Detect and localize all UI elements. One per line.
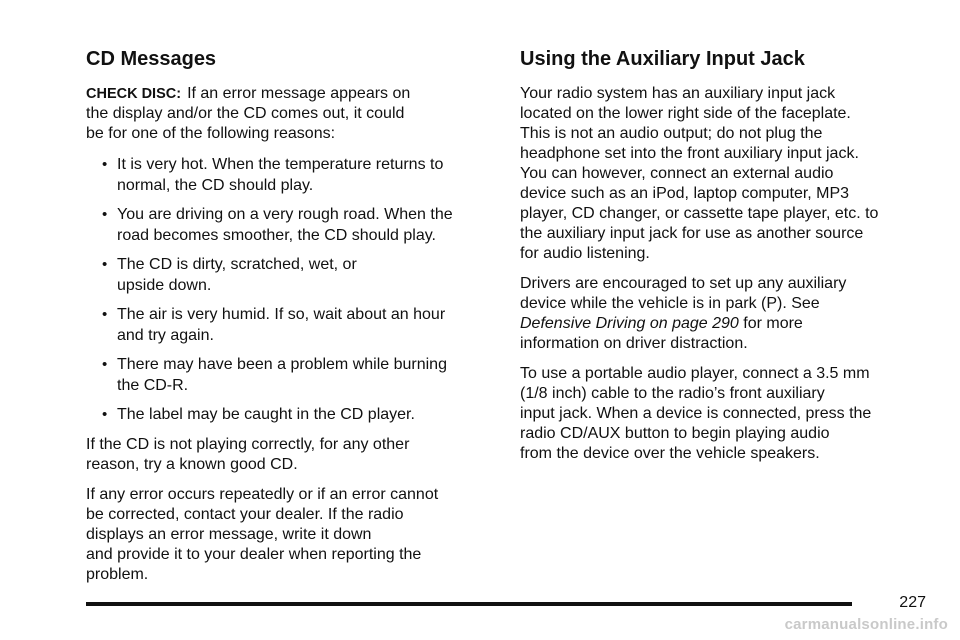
list-item bbox=[86, 154, 498, 196]
check-disc-label: CHECK DISC: bbox=[86, 86, 182, 102]
driver-distraction-text: Drivers are encouraged to set up any auxiliary device while the vehicle is in park (P). See bbox=[520, 275, 847, 312]
defensive-driving-link[interactable]: Defensive Driving on page 290 bbox=[520, 315, 739, 332]
list-item bbox=[86, 404, 498, 425]
section-heading-cd-messages: CD Messages bbox=[86, 48, 217, 70]
contact-dealer-paragraph: If any error occurs repeatedly or if an error cannot be corrected, contact your dealer. If the radio displays an error message, write it down and provide it to your dealer when reporting the problem. bbox=[86, 486, 439, 583]
list-item bbox=[86, 254, 498, 296]
list-item-text: It is very hot. When the temperature returns to normal, the CD should play. bbox=[117, 156, 444, 194]
list-item bbox=[86, 354, 498, 396]
bullet-icon: • bbox=[102, 406, 108, 423]
reasons-list bbox=[86, 154, 498, 425]
list-item bbox=[86, 304, 498, 346]
list-item bbox=[86, 204, 498, 246]
bullet-icon: • bbox=[102, 256, 108, 273]
watermark: carmanualsonline.info bbox=[784, 616, 948, 633]
aux-jack-paragraph: Your radio system has an auxiliary input jack located on the lower right side of the faceplate. This is not an audio output; do not plug the headphone set into the front auxiliary input jack. You can however, connect an external audio device such as an iPod, laptop computer, MP3 player, CD changer, or cassette tape player, etc. to the auxiliary input jack for use as another source for audio listening. bbox=[520, 85, 879, 262]
list-item-text: There may have been a problem while burning the CD-R. bbox=[117, 356, 447, 394]
section-heading-auxiliary-input: Using the Auxiliary Input Jack bbox=[520, 48, 805, 70]
bullet-icon: • bbox=[102, 306, 108, 323]
bullet-icon: • bbox=[102, 356, 108, 373]
list-item-text: The air is very humid. If so, wait about an hour and try again. bbox=[117, 306, 446, 344]
portable-player-paragraph: To use a portable audio player, connect a 3.5 mm (1/8 inch) cable to the radio’s front auxiliary input jack. When a device is connected, press the radio CD/AUX button to begin playing audio from the device over the vehicle speakers. bbox=[520, 365, 872, 462]
list-item-text: The label may be caught in the CD player. bbox=[117, 406, 415, 423]
check-disc-intro: If an error message appears on the display and/or the CD comes out, it could be for one of the following reasons: bbox=[86, 85, 411, 142]
footer-rule bbox=[86, 602, 852, 606]
driver-distraction-text-end: for more information on driver distraction. bbox=[520, 315, 803, 352]
left-column bbox=[86, 46, 498, 595]
bullet-icon: • bbox=[102, 156, 108, 173]
page-number: 227 bbox=[899, 594, 926, 611]
right-column bbox=[520, 46, 932, 474]
check-disc-paragraph bbox=[86, 84, 498, 144]
known-good-cd-paragraph: If the CD is not playing correctly, for any other reason, try a known good CD. bbox=[86, 436, 410, 473]
list-item-text: The CD is dirty, scratched, wet, or upside down. bbox=[117, 256, 357, 294]
driver-distraction-paragraph bbox=[520, 274, 932, 354]
bullet-icon: • bbox=[102, 206, 108, 223]
list-item-text: You are driving on a very rough road. When the road becomes smoother, the CD should play. bbox=[117, 206, 453, 244]
